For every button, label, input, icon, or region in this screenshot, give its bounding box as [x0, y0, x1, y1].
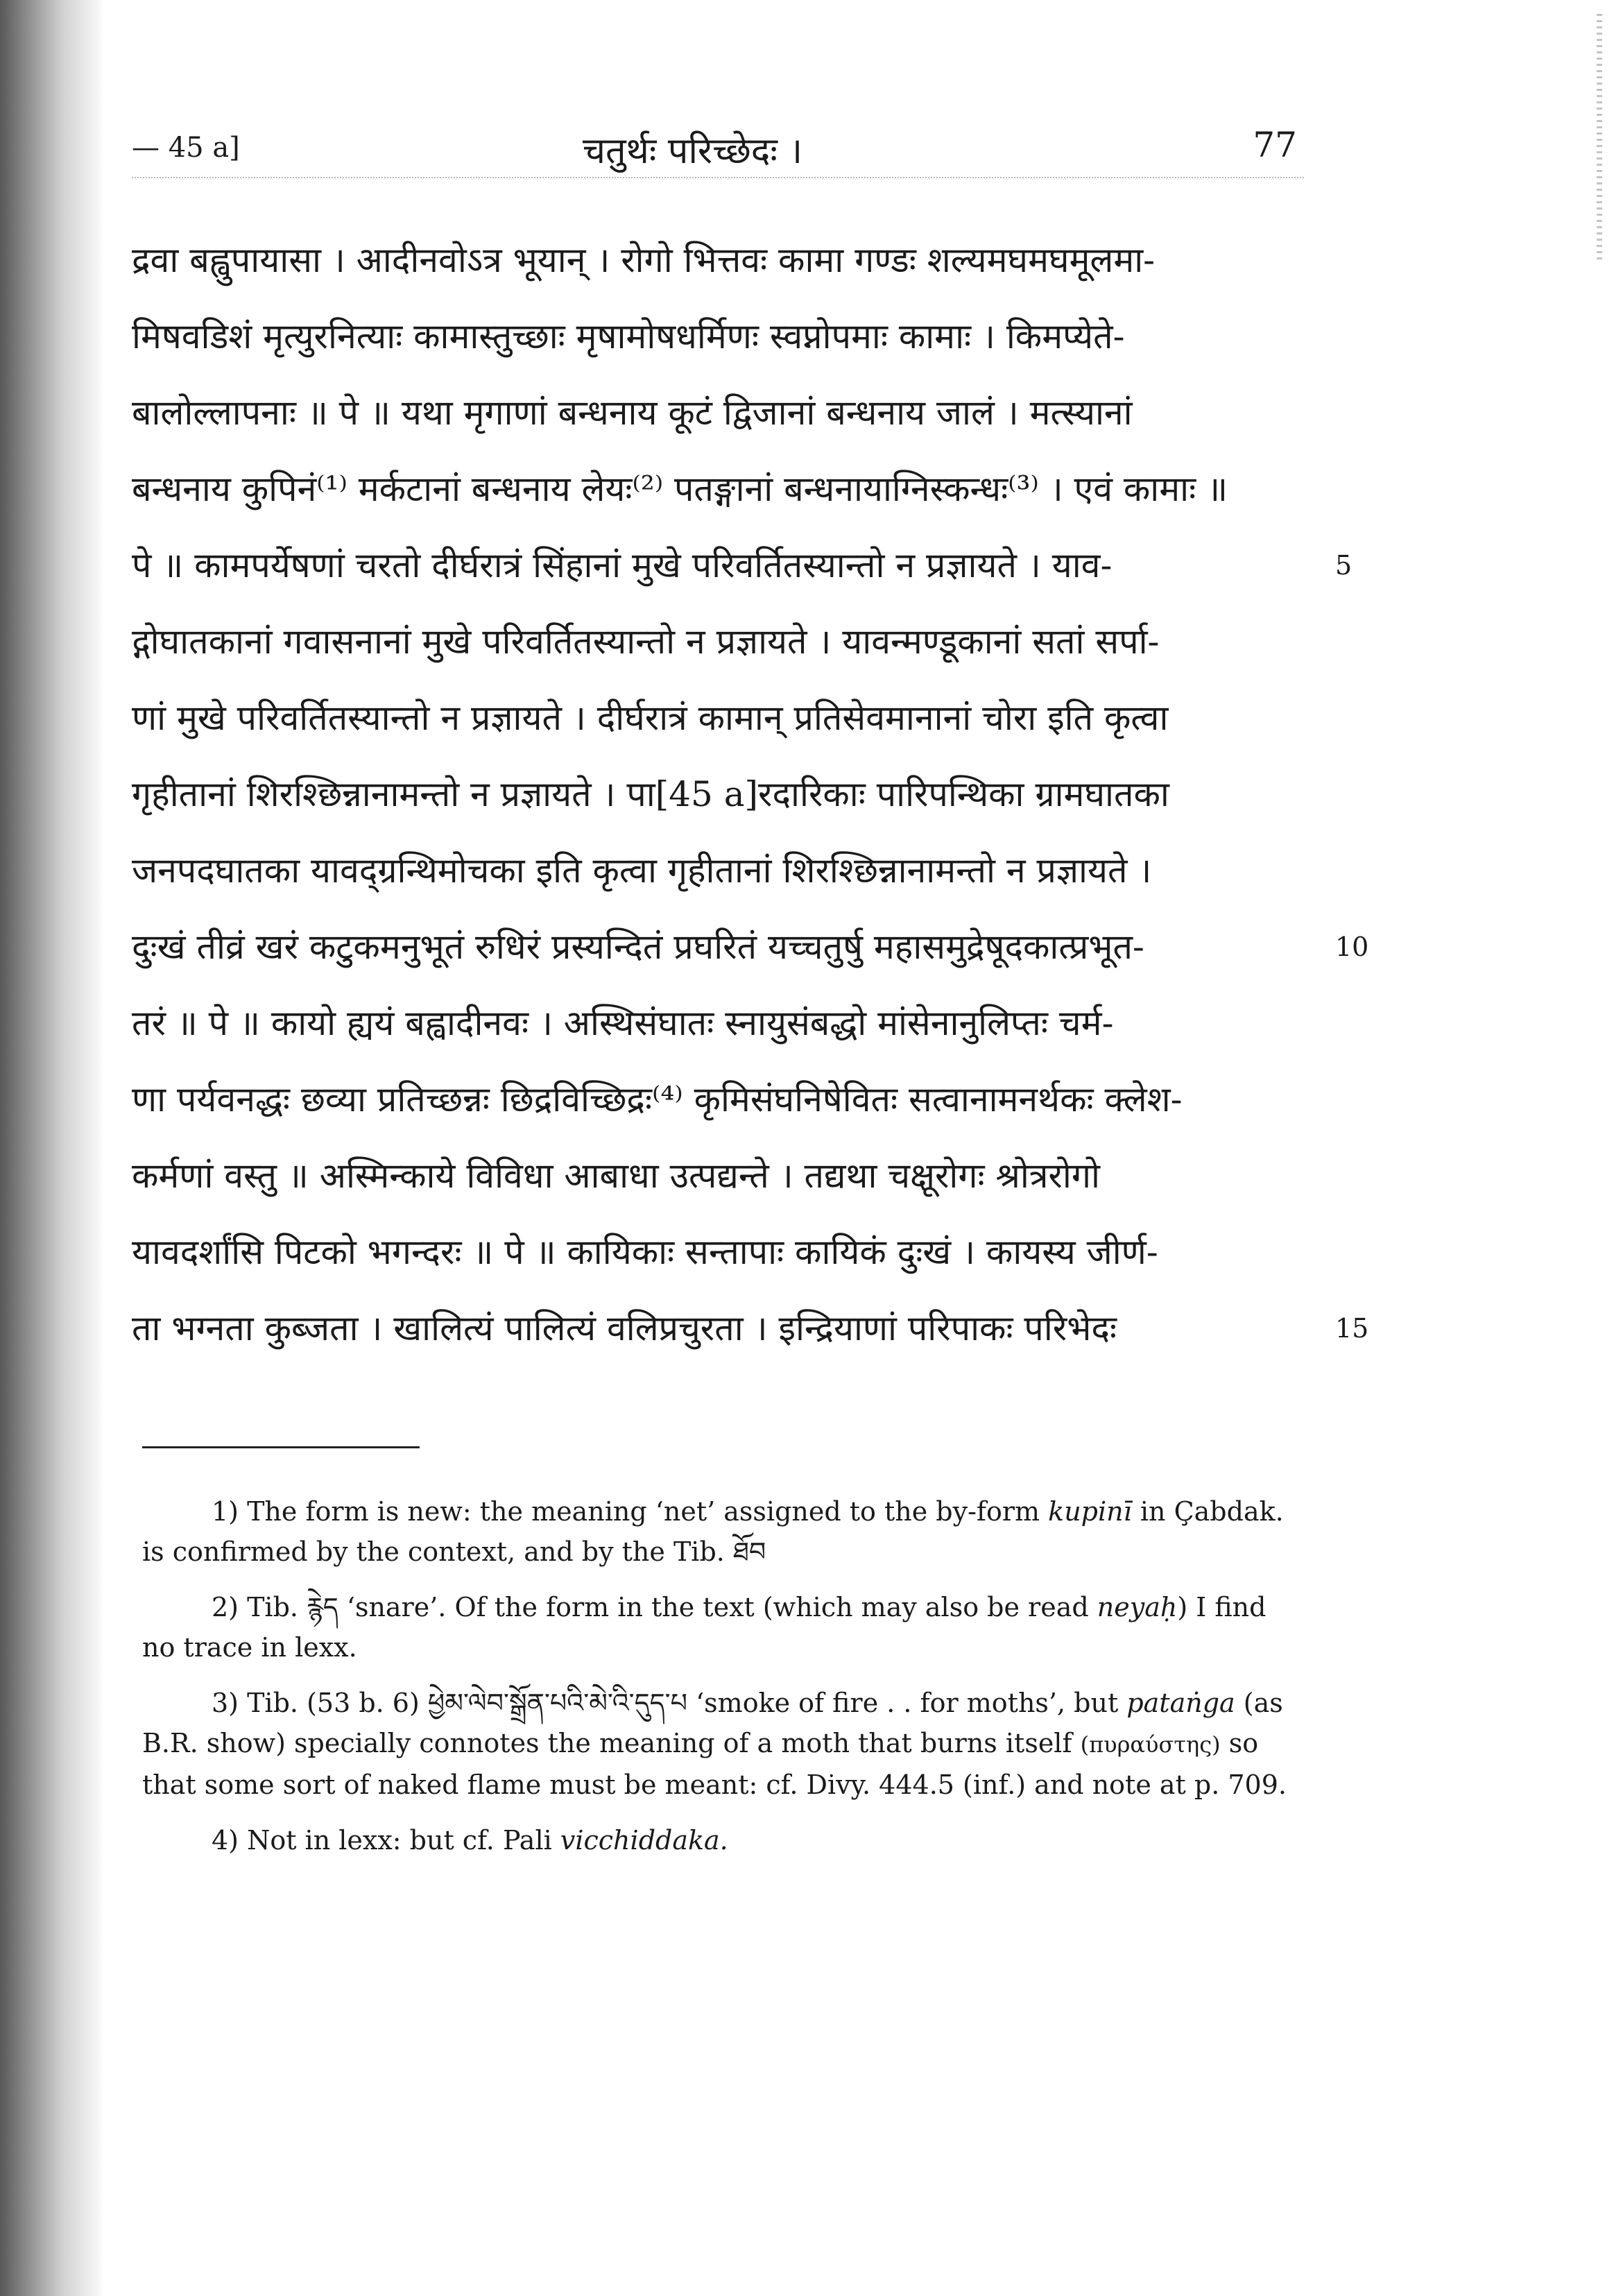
line-number: 10	[1335, 932, 1369, 962]
header-rule	[132, 177, 1304, 178]
line-text: पे ॥ कामपर्येषणां चरतो दीर्घरात्रं सिंहानां मुखे परिवर्तितस्यान्तो न प्रज्ञायते । याव-	[132, 545, 1113, 585]
text-line	[132, 527, 1352, 603]
text-line	[132, 832, 1304, 909]
line-number: 15	[1335, 1313, 1369, 1344]
fn3-greek: (πυραύστης)	[1080, 1731, 1221, 1758]
line-text: तरं ॥ पे ॥ कायो ह्ययं बह्वादीनवः । अस्थिसंघातः स्नायुसंबद्धो मांसेनानुलिप्तः चर्म-	[132, 1003, 1114, 1043]
header-chapter-title: चतुर्थः परिच्छेदः ।	[583, 130, 803, 172]
footnote-rule	[142, 1446, 420, 1448]
line-text: णा पर्यवनद्धः छव्या प्रतिच्छन्नः छिद्रविच्छिद्रः⁽⁴⁾ कृमिसंघनिषेवितः सत्वानामनर्थकः क्लेश-	[132, 1079, 1183, 1120]
header-section-ref: — 45 a]	[132, 132, 240, 164]
sanskrit-text-body	[132, 222, 1369, 1367]
line-text: बन्धनाय कुपिनं⁽¹⁾ मर्कटानां बन्धनाय लेयः⁽²⁾ पतङ्गानां बन्धनायाग्निस्कन्धः⁽³⁾ । एवं कामाः ॥	[132, 469, 1228, 509]
fn3-text-c: (as B.R. show) specially connotes the meaning of a moth that burns itself	[142, 1688, 1283, 1758]
fn3-text-a: 3) Tib. (53 b. 6)	[212, 1688, 420, 1718]
fn2-text-b: ‘snare’. Of the form in the text (which may also be read	[346, 1592, 1089, 1622]
footnotes	[142, 1491, 1294, 1876]
fn1-text-a: 1) The form is new: the meaning ‘net’ assigned to the by-form	[212, 1496, 1040, 1527]
text-line	[132, 909, 1369, 985]
footnote-4	[142, 1820, 1294, 1860]
line-text: मिषवडिशं मृत्युरनित्याः कामास्तुच्छाः मृषामोषधर्मिणः स्वप्नोपमाः कामाः । किमप्येते-	[132, 316, 1125, 357]
fn2-tibetan: རྙེད	[307, 1592, 338, 1622]
text-line	[132, 680, 1304, 756]
fn3-tibetan: ཕྱེམ་ལེབ་སྒྲོན་པའི་མེ་འི་དུད་པ	[427, 1688, 687, 1718]
page-number: 77	[1253, 125, 1297, 165]
line-text: ता भग्नता कुब्जता । खालित्यं पालित्यं वलिप्रचुरता । इन्द्रियाणां परिपाकः परिभेदः	[132, 1308, 1117, 1348]
line-text: जनपदघातका यावद्ग्रन्थिमोचका इति कृत्वा गृहीतानां शिरश्छिन्नानामन्तो न प्रज्ञायते ।	[132, 850, 1152, 891]
line-number: 5	[1335, 550, 1352, 581]
fn3-italic: pataṅga	[1126, 1688, 1235, 1718]
line-text: बालोल्लापनाः ॥ पे ॥ यथा मृगाणां बन्धनाय कूटं द्विजानां बन्धनाय जालं । मत्स्यानां	[132, 393, 1133, 433]
fn3-text-b: ‘smoke of fire . . for moths’, but	[696, 1688, 1119, 1718]
text-line	[132, 1214, 1304, 1290]
line-text: कर्मणां वस्तु ॥ अस्मिन्काये विविधा आबाधा उत्पद्यन्ते । तद्यथा चक्षूरोगः श्रोत्ररोगो	[132, 1156, 1100, 1196]
fn2-italic: neyaḥ	[1097, 1592, 1178, 1622]
text-line	[132, 1290, 1369, 1367]
fn1-tibetan: ཐོབ	[732, 1536, 766, 1567]
line-text: द्गोघातकानां गवासनानां मुखे परिवर्तितस्यान्तो न प्रज्ञायते । यावन्मण्डूकानां सतां सर्पा-	[132, 622, 1160, 662]
scan-shadow	[0, 0, 104, 2296]
scan-speck	[1597, 14, 1602, 264]
footnote-3	[142, 1683, 1294, 1805]
fn1-italic: kupinī	[1048, 1496, 1132, 1527]
text-line	[132, 451, 1304, 527]
text-line	[132, 985, 1304, 1061]
line-text: णां मुखे परिवर्तितस्यान्तो न प्रज्ञायते । दीर्घरात्रं कामान् प्रतिसेवमानानां चोरा इति कृत्वा	[132, 698, 1169, 738]
line-text: गृहीतानां शिरश्छिन्नानामन्तो न प्रज्ञायते । पा[45 a]रदारिकाः पारिपन्थिका ग्रामघातका	[132, 774, 1169, 814]
text-line	[132, 756, 1304, 832]
fn4-text-a: 4) Not in lexx: but cf. Pali	[212, 1825, 552, 1856]
line-text: द्रवा बह्वुपायासा । आदीनवोऽत्र भूयान् । रोगो भित्तवः कामा गण्डः शल्यमघमघमूलमा-	[132, 240, 1156, 280]
footnote-2	[142, 1587, 1294, 1668]
fn4-italic: vicchiddaka.	[560, 1825, 728, 1856]
text-line	[132, 1138, 1304, 1214]
fn3-text-d: so that some sort of naked flame must be meant: cf. Divy. 444.5 (inf.) and note at p. 709.	[142, 1728, 1287, 1800]
text-line	[132, 603, 1304, 680]
text-line	[132, 222, 1304, 298]
text-line	[132, 375, 1304, 451]
line-text: दुःखं तीव्रं खरं कटुकमनुभूतं रुधिरं प्रस्यन्दितं प्रघरितं यच्चतुर्षु महासमुद्रेषूदकात्प्रभूत-	[132, 927, 1144, 967]
footnote-1	[142, 1491, 1294, 1572]
line-text: यावदर्शांसि पिटको भगन्दरः ॥ पे ॥ कायिकाः सन्तापाः कायिकं दुःखं । कायस्य जीर्ण-	[132, 1232, 1158, 1272]
page-header	[132, 125, 1297, 173]
fn2-text-c: ) I find no trace in lexx.	[142, 1592, 1266, 1663]
text-line	[132, 1061, 1304, 1138]
text-line	[132, 298, 1304, 375]
fn2-text-a: 2) Tib.	[212, 1592, 298, 1622]
fn1-text-b: in Çabdak. is confirmed by the context, and by the Tib.	[142, 1496, 1284, 1567]
